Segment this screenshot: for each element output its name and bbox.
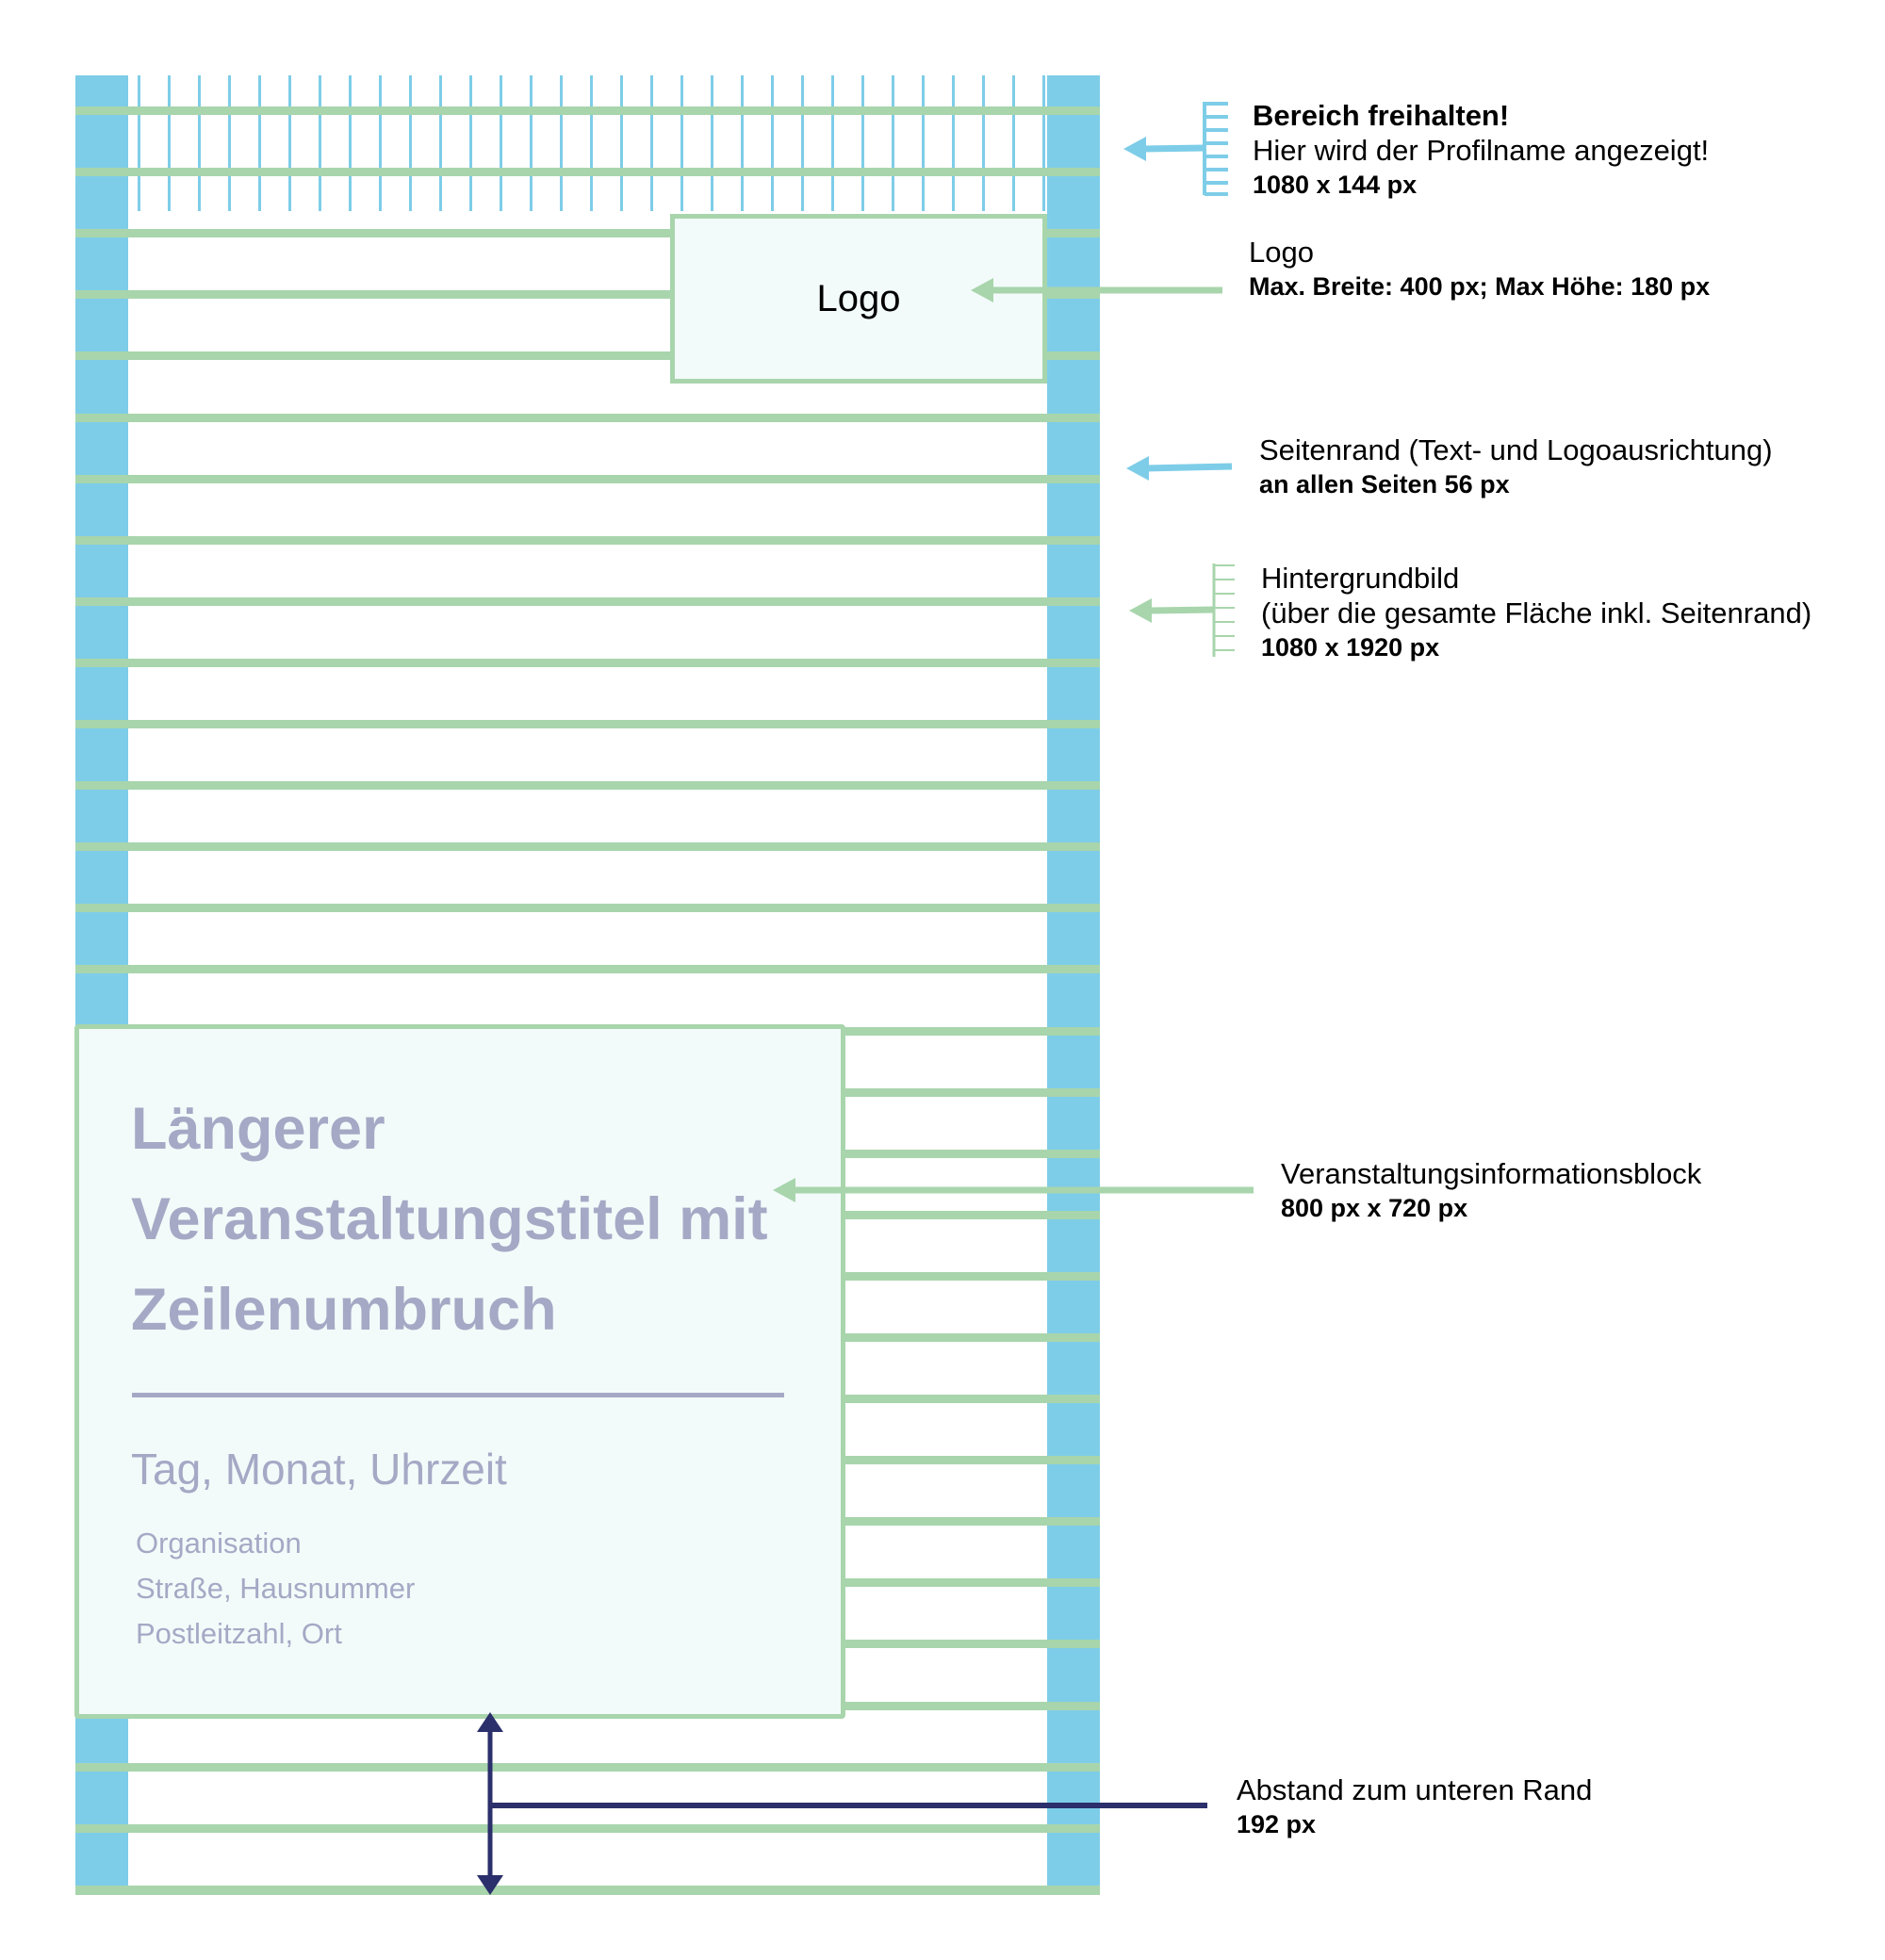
address-line: Postleitzahl, Ort xyxy=(136,1617,342,1650)
logo-note xyxy=(1249,235,1710,304)
bottom-spacing-dimension-icon xyxy=(477,1712,1207,1895)
address-line: Straße, Hausnummer xyxy=(136,1572,416,1605)
address-line: Organisation xyxy=(136,1527,302,1560)
event-block-size: 800 px x 720 px xyxy=(1281,1194,1468,1222)
profile-area-heading: Bereich freihalten! xyxy=(1253,99,1510,132)
margin-size: an allen Seiten 56 px xyxy=(1259,470,1510,498)
event-title-line: Längerer xyxy=(131,1096,385,1162)
profile-area-size: 1080 x 144 px xyxy=(1253,171,1418,199)
background-heading: Hintergrundbild xyxy=(1261,562,1460,595)
margin-arrow-icon xyxy=(1126,456,1232,481)
bottom-spacing-size: 192 px xyxy=(1237,1810,1317,1838)
background-arrow-icon xyxy=(1129,564,1235,657)
logo-heading: Logo xyxy=(1249,236,1314,269)
event-date: Tag, Monat, Uhrzeit xyxy=(131,1445,507,1494)
event-block-arrow-icon xyxy=(773,1178,1254,1202)
logo-label: Logo xyxy=(816,277,901,319)
background-text: (über die gesamte Fläche inkl. Seitenrand) xyxy=(1261,596,1812,629)
background-size: 1080 x 1920 px xyxy=(1261,633,1440,662)
bottom-spacing-note xyxy=(1237,1772,1592,1842)
margin-note xyxy=(1259,433,1773,502)
event-block-heading: Veranstaltungsinformationsblock xyxy=(1281,1157,1702,1190)
logo-size: Max. Breite: 400 px; Max Höhe: 180 px xyxy=(1249,272,1711,301)
event-block-note xyxy=(1281,1156,1701,1226)
event-title-line: Veranstaltungstitel mit xyxy=(131,1186,768,1252)
margin-heading: Seitenrand (Text- und Logoausrichtung) xyxy=(1259,433,1773,466)
bottom-spacing-heading: Abstand zum unteren Rand xyxy=(1237,1773,1593,1806)
profile-area-note xyxy=(1253,98,1709,203)
event-title-line: Zeilenumbruch xyxy=(131,1277,557,1343)
background-note xyxy=(1261,561,1811,665)
profile-area-text: Hier wird der Profilname angezeigt! xyxy=(1253,134,1710,167)
profile-area-arrow-icon xyxy=(1123,102,1228,195)
logo-arrow-icon xyxy=(971,278,1222,302)
